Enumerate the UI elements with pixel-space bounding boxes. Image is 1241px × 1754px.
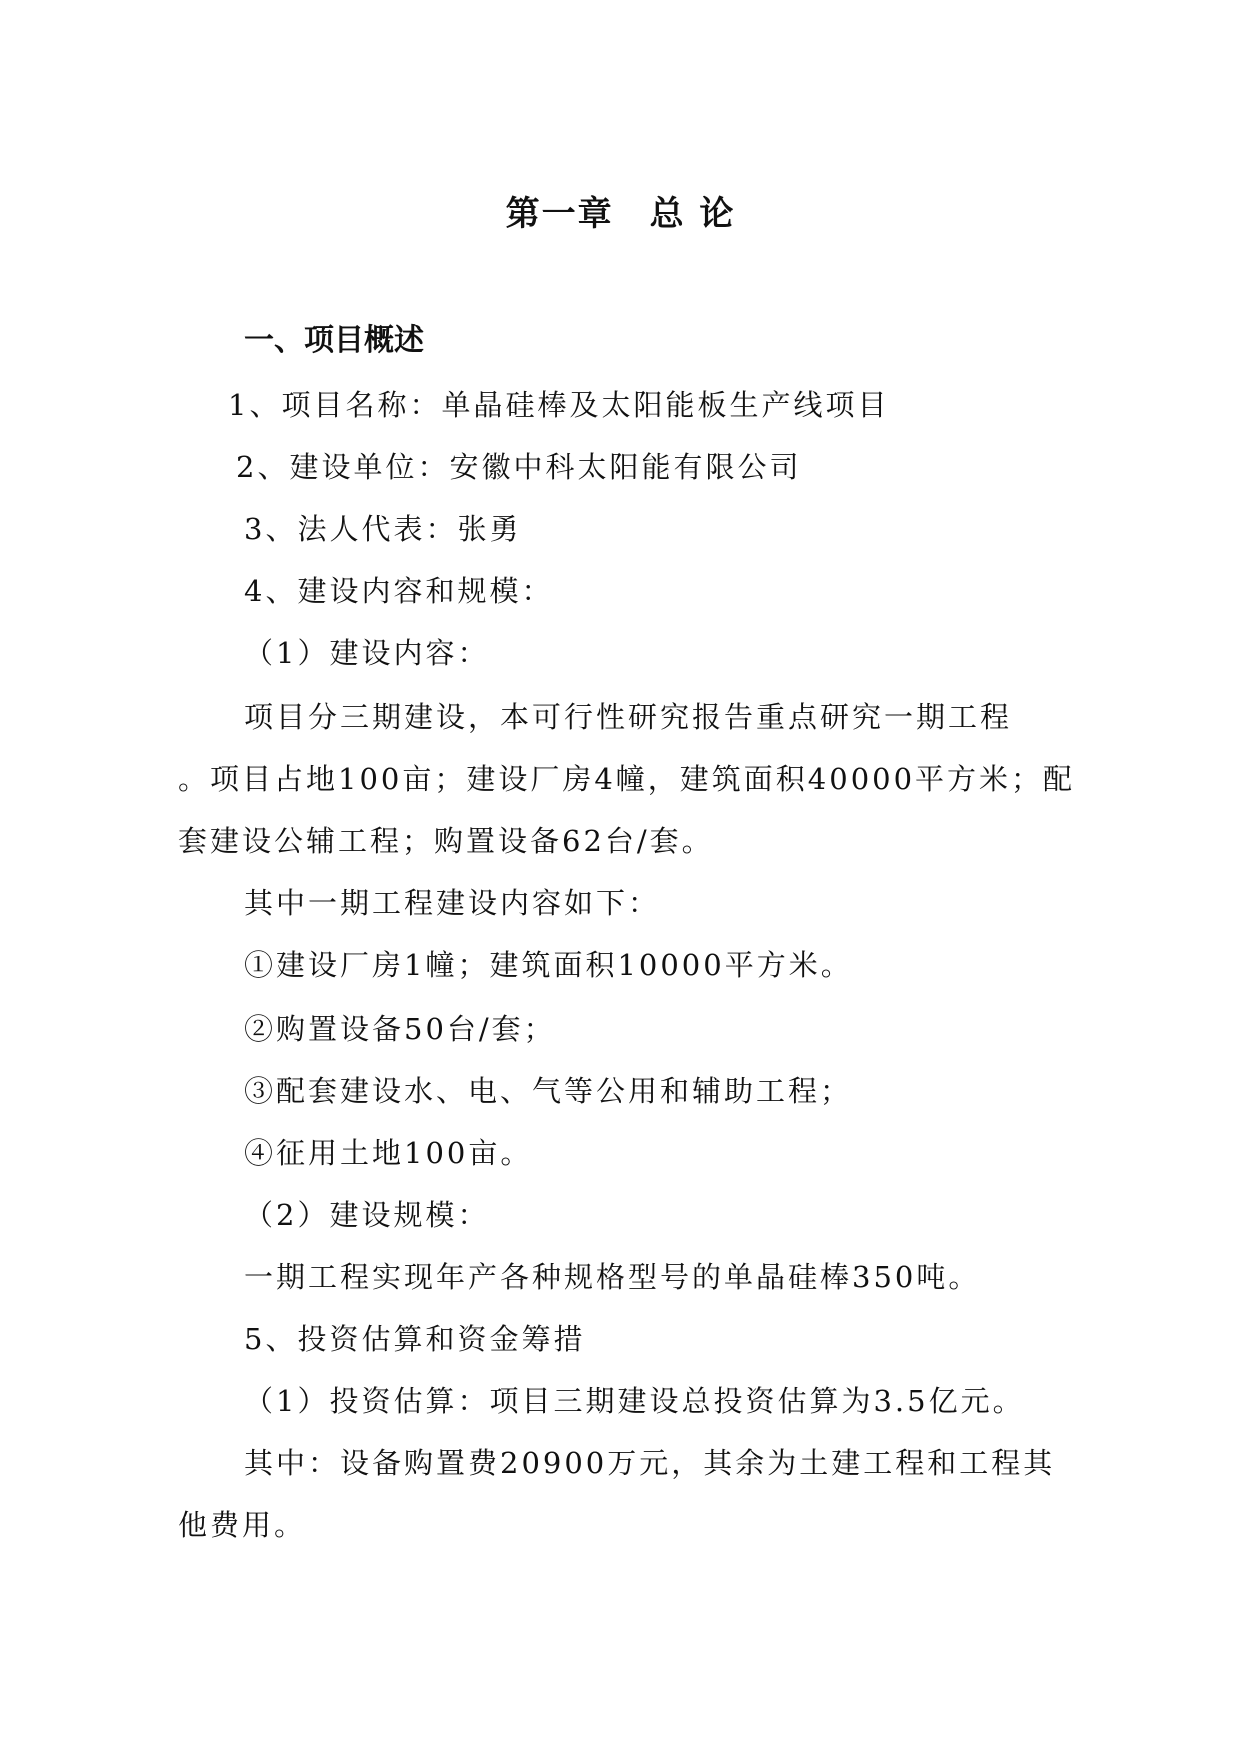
legal-representative-line: 3、法人代表：张勇: [244, 512, 522, 546]
paragraph-line: 。项目占地100亩；建设厂房4幢，建筑面积40000平方米；配: [178, 762, 1076, 796]
content-and-scale-heading: 4、建设内容和规模：: [244, 574, 554, 608]
chapter-title: 第一章 总 论: [505, 194, 736, 234]
list-item: ②购置设备50台/套；: [244, 1012, 556, 1046]
paragraph-line: 其中：设备购置费20900万元，其余为土建工程和工程其: [244, 1446, 1056, 1480]
list-item: ③配套建设水、电、气等公用和辅助工程；: [244, 1074, 853, 1108]
list-item: ①建设厂房1幢；建筑面积10000平方米。: [244, 948, 853, 982]
phase-one-intro-line: 其中一期工程建设内容如下：: [244, 886, 661, 920]
construction-unit-line: 2、建设单位：安徽中科太阳能有限公司: [236, 450, 802, 484]
investment-estimate-line: （1）投资估算：项目三期建设总投资估算为3.5亿元。: [244, 1384, 1025, 1418]
paragraph-line: 一期工程实现年产各种规格型号的单晶硅棒350吨。: [244, 1260, 981, 1294]
construction-content-heading: （1）建设内容：: [244, 636, 490, 670]
paragraph-line: 他费用。: [178, 1508, 307, 1542]
section-heading: 一、项目概述: [244, 323, 424, 358]
construction-scale-heading: （2）建设规模：: [244, 1198, 490, 1232]
project-name-line: 1、项目名称：单晶硅棒及太阳能板生产线项目: [228, 388, 890, 422]
paragraph-line: 项目分三期建设，本可行性研究报告重点研究一期工程: [244, 700, 1013, 734]
list-item: ④征用土地100亩。: [244, 1136, 533, 1170]
paragraph-line: 套建设公辅工程；购置设备62台/套。: [178, 824, 714, 858]
investment-heading: 5、投资估算和资金筹措: [244, 1322, 586, 1356]
